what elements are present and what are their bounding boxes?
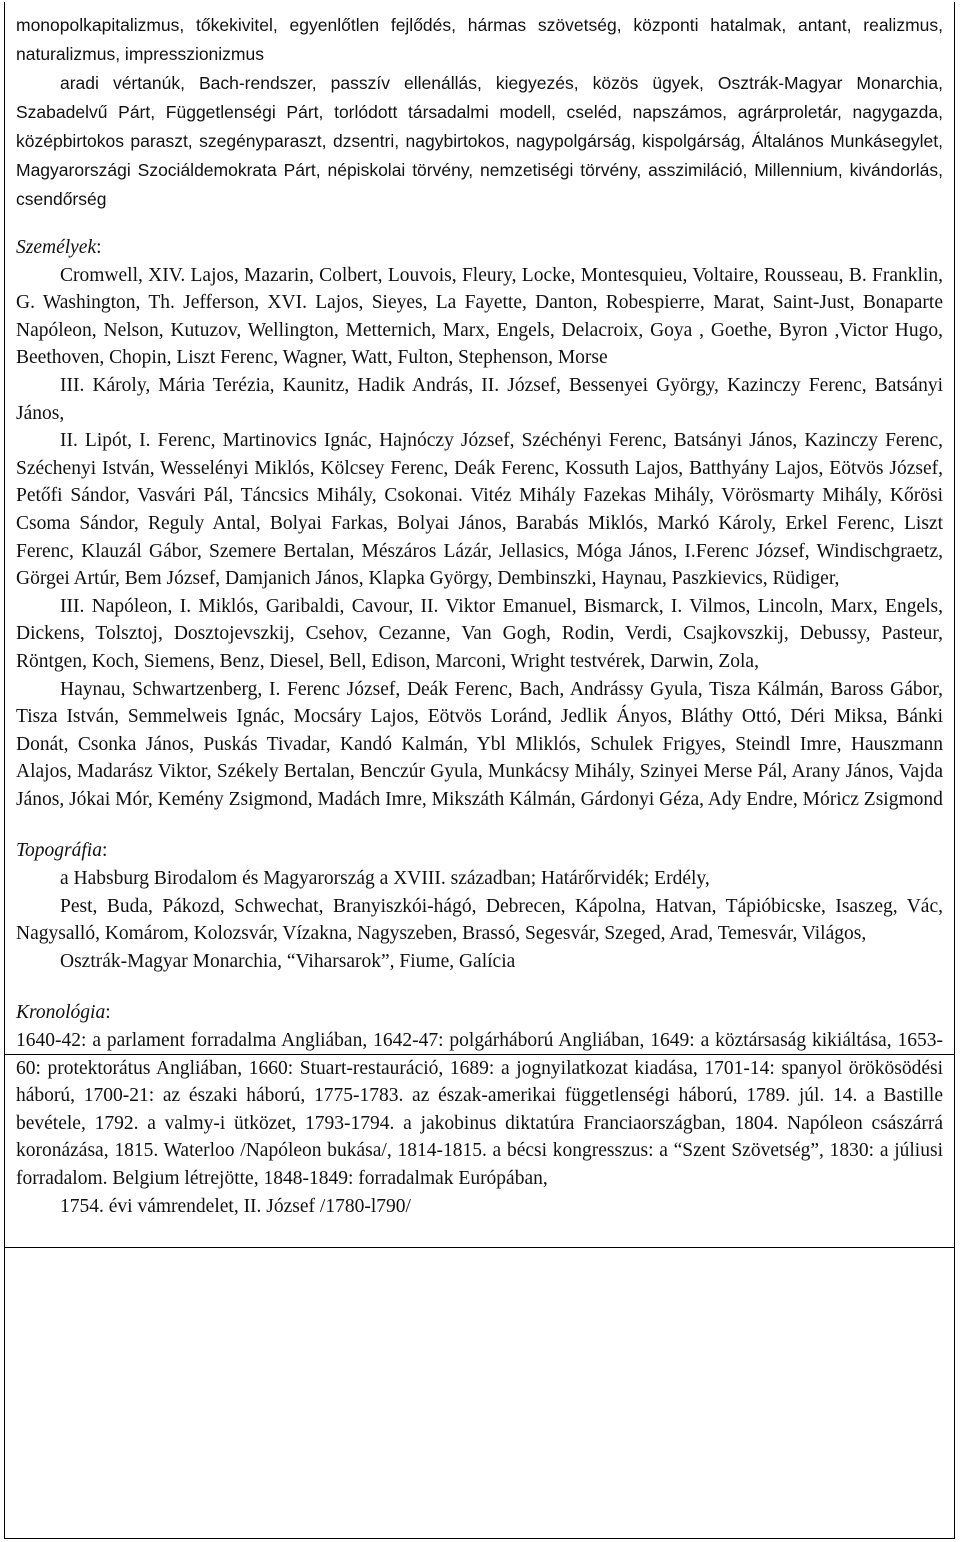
concepts-paragraph: aradi vértanúk, Bach-rendszer, passzív ellenállás, kiegyezés, közös ügyek, Osztrák-Magyar Monarchia, Szabadelvű Párt, Függetlenségi Párt, torlódott társadalmi modell, cseléd, napszámos, agrárproletár, nagygazda, középbirtokos paraszt, szegényparaszt, dzsentri, nagybirtokos, nagypolgárság, kispolgárság, Általános Munkásegylet, Magyarországi Szociáldemokrata Párt, népiskolai törvény, nemzetiségi törvény, asszimiláció, Millennium, kivándorlás, csendőrség [16,73,943,209]
chronology-paragraph: 1640-42: a parlament forradalma Angliában, 1642-47: polgárháború Angliában, 1649: a köztársaság kikiáltása, 1653-60: protektorátus Angliában, 1660: Stuart-restauráció, 1689: a jognyilatkozat kiadása, 1701-14: spanyol örökösödési háború, 1700-21: az északi háború, 1775-1783. az észak-amerikai függetlenségi háború, 1789. júl. 14. a Bastille bevétele, 1792. a valmy-i ütközet, 1793-1794. a jakobinus diktatúra Franciaországban, 1804. Napóleon császárrá koronázása, 1815. Waterloo /Napóleon bukása/, 1814-1815. a bécsi kongresszus: a “Szent Szövetség”, 1830: a júliusi forradalom. Belgium létrejötte, 1848-1849: forradalmak Európában, [16,1030,943,1189]
persons-paragraph: Haynau, Schwartzenberg, I. Ferenc József, Deák Ferenc, Bach, Andrássy Gyula, Tisza Kálmán, Baross Gábor, Tisza István, Semmelweis Ignác, Mocsáry Lajos, Eötvös Loránd, Jedlik Ányos, Bláthy Ottó, Déri Miksa, Bánki Donát, Csonka János, Puskás Tivadar, Kandó Kalmán, Ybl Mliklós, Schulek Frigyes, Steindl Imre, Hauszmann Alajos, Madarász Viktor, Székely Bertalan, Benczúr Gyula, Munkácsy Mihály, Szinyei Merse Pál, Arany János, Vajda János, Jókai Mór, Kemény Zsigmond, Madách Imre, Mikszáth Kálmán, Gárdonyi Géza, Ady Endre, Móricz Zsigmond [16,678,943,810]
topography-paragraph: Osztrák-Magyar Monarchia, “Viharsarok”, Fiume, Galícia [60,950,516,972]
section-heading [16,234,943,262]
persons-paragraph: III. Napóleon, I. Miklós, Garibaldi, Cavour, II. Viktor Emanuel, Bismarck, I. Vilmos, Lincoln, Marx, Engels, Dickens, Tolsztoj, Dosztojevszkij, Csehov, Cezanne, Van Gogh, Rodin, Verdi, Csajkovszkij, Debussy, Pasteur, Röntgen, Koch, Siemens, Benz, Diesel, Bell, Edison, Marconi, Wright testvérek, Darwin, Zola, [16,595,943,672]
concepts-section [16,11,943,214]
topography-section [16,837,943,975]
section-divider [4,1247,955,1248]
persons-heading: Személyek [16,237,97,258]
chronology-heading: Kronológia [16,1002,106,1024]
heading-colon: : [105,1002,111,1024]
persons-paragraph: Cromwell, XIV. Lajos, Mazarin, Colbert, Louvois, Fleury, Locke, Montesquieu, Voltaire, Rousseau, B. Franklin, G. Washington, Th. Jefferson, XVI. Lajos, Sieyes, La Fayette, Danton, Robespierre, Marat, Saint-Just, Bonaparte Napóleon, Nelson, Kutuzov, Wellington, Metternich, Marx, Engels, Delacroix, Goya , Goethe, Byron ,Victor Hugo, Beethoven, Chopin, Liszt Ferenc, Wagner, Watt, Fulton, Stephenson, Morse [16,264,943,369]
persons-paragraph: III. Károly, Mária Terézia, Kaunitz, Hadik András, II. József, Bessenyei György, Kazinczy Ferenc, Batsányi János, [16,374,943,424]
persons-paragraph: II. Lipót, I. Ferenc, Martinovics Ignác, Hajnóczy József, Széchényi Ferenc, Batsányi János, Kazinczy Ferenc, Széchenyi István, Wesselényi Miklós, Kölcsey Ferenc, Deák Ferenc, Kossuth Lajos, Batthyány Lajos, Eötvös József, Petőfi Sándor, Vasvári Pál, Táncsics Mihály, Csokonai. Vitéz Mihály Fazekas Mihály, Vörösmarty Mihály, Kőrösi Csoma Sándor, Reguly Antal, Bolyai Farkas, Bolyai János, Barabás Miklós, Markó Károly, Erkel Ferenc, Liszt Ferenc, Klauzál Gábor, Szemere Bertalan, Mészáros Lázár, Jellasics, Móga János, I.Ferenc József, Windischgraetz, Görgei Artúr, Bem József, Damjanich János, Klapka György, Dembinszki, Haynau, Paszkievics, Rüdiger, [16,430,943,590]
topography-paragraph: a Habsburg Birodalom és Magyarország a XVIII. században; Határőrvidék; Erdély, [60,868,710,890]
heading-colon: : [96,237,102,258]
chronology-paragraph: 1754. évi vámrendelet, II. József /1780-l790/ [60,1195,411,1217]
section-heading [16,999,943,1027]
chronology-section [16,999,943,1220]
heading-colon: : [101,840,108,862]
persons-section [16,234,943,813]
section-heading [16,837,943,865]
topography-heading: Topográfia [16,840,102,862]
document-body [16,11,943,1220]
concepts-paragraph: monopolkapitalizmus, tőkekivitel, egyenlőtlen fejlődés, hármas szövetség, központi hatalmak, antant, realizmus, naturalizmus, impresszionizmus [16,15,943,64]
topography-paragraph: Pest, Buda, Pákozd, Schwechat, Branyiszkói-hágó, Debrecen, Kápolna, Hatvan, Tápióbicske, Isaszeg, Vác, Nagysalló, Komárom, Kolozsvár, Vízakna, Nagyszeben, Brassó, Segesvár, Szeged, Arad, Temesvár, Világos, [16,895,943,945]
